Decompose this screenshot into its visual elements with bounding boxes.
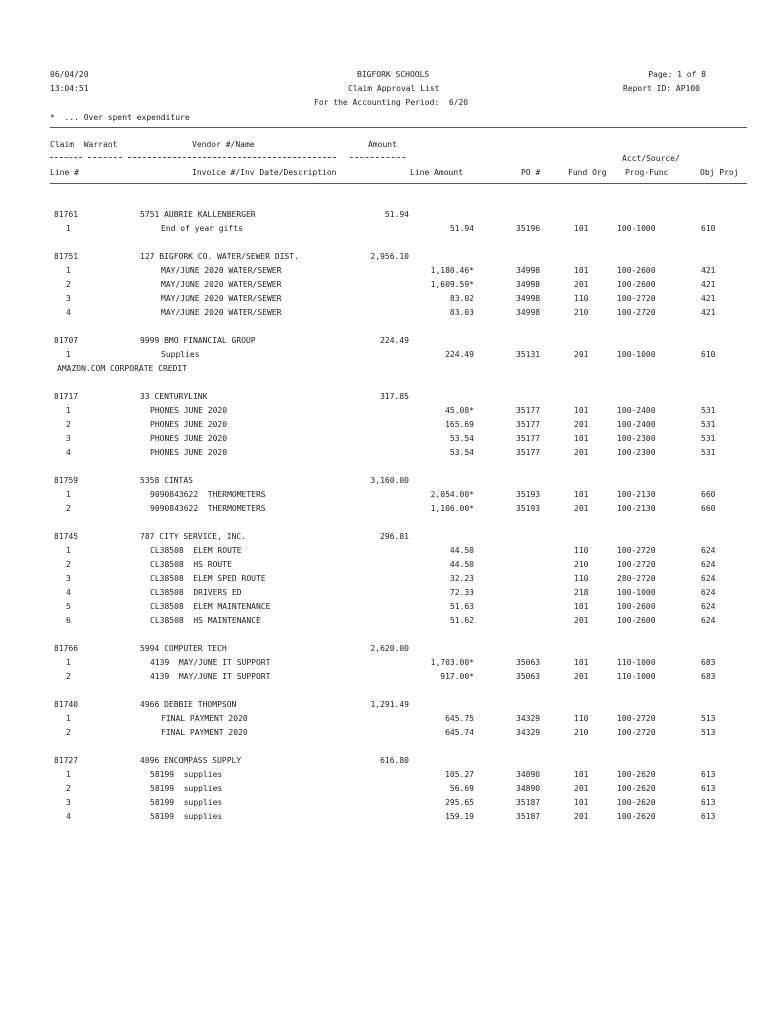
obj-proj: 624 [701, 574, 716, 583]
fund-org: 101 [574, 770, 589, 779]
claim-amount: 3,160.00 [370, 476, 409, 485]
obj-proj: 610 [701, 224, 716, 233]
acct-prog-func: 100-2720 [617, 728, 656, 737]
obj-proj: 613 [701, 770, 716, 779]
fund-org: 101 [574, 434, 589, 443]
header-top-rule [50, 127, 747, 128]
claim-number: 81766 [54, 644, 79, 653]
line-description: CL38508 ELEM MAINTENANCE [150, 602, 271, 611]
obj-proj: 660 [701, 504, 716, 513]
line-number: 1 [66, 350, 71, 359]
fund-org: 210 [574, 728, 589, 737]
line-amount: 1,106.00* [430, 504, 474, 513]
organization-name: BIGFORK SCHOOLS [357, 70, 430, 79]
line-amount: 72.33 [449, 588, 474, 597]
obj-proj: 610 [701, 350, 716, 359]
col-acct-source: Acct/Source/ [622, 154, 680, 163]
claim-number: 81717 [54, 392, 79, 401]
fund-org: 201 [574, 280, 589, 289]
po-number: 35193 [516, 504, 541, 513]
line-description: MAY/JUNE 2020 WATER/SEWER [161, 308, 282, 317]
line-number: 2 [66, 672, 71, 681]
po-number: 34890 [516, 784, 541, 793]
po-number: 35177 [516, 434, 541, 443]
fund-org: 218 [574, 588, 589, 597]
accounting-period: For the Accounting Period: 6/20 [314, 98, 469, 107]
obj-proj: 421 [701, 308, 716, 317]
vendor-name: 5751 AUBRIE KALLENBERGER [140, 210, 256, 219]
col-fund-org: Fund Org [568, 168, 607, 177]
obj-proj: 624 [701, 602, 716, 611]
fund-org: 101 [574, 266, 589, 275]
fund-org: 101 [574, 798, 589, 807]
line-number: 4 [66, 588, 71, 597]
fund-org: 101 [574, 658, 589, 667]
acct-prog-func: 110-1000 [617, 672, 656, 681]
line-description: MAY/JUNE 2020 WATER/SEWER [161, 294, 282, 303]
line-description: PHONES JUNE 2020 [150, 406, 228, 415]
fund-org: 201 [574, 448, 589, 457]
po-number: 35187 [516, 798, 541, 807]
line-description: FINAL PAYMENT 2020 [161, 714, 248, 723]
fund-org: 110 [574, 714, 589, 723]
fund-org: 101 [574, 602, 589, 611]
line-number: 3 [66, 434, 71, 443]
col-prog-func: Prog-Func [625, 168, 669, 177]
claim-amount: 1,291.49 [370, 700, 409, 709]
line-number: 2 [66, 784, 71, 793]
line-number: 2 [66, 504, 71, 513]
line-number: 3 [66, 574, 71, 583]
line-number: 4 [66, 308, 71, 317]
obj-proj: 531 [701, 434, 716, 443]
line-amount: 44.50 [449, 560, 474, 569]
line-amount: 295.65 [445, 798, 474, 807]
col-po-number: PO # [521, 168, 541, 177]
line-description: 58199 supplies [150, 812, 223, 821]
line-amount: 2,054.00* [430, 490, 474, 499]
obj-proj: 683 [701, 658, 716, 667]
acct-prog-func: 100-2600 [617, 280, 656, 289]
line-number: 1 [66, 266, 71, 275]
claim-number: 81759 [54, 476, 79, 485]
fund-org: 110 [574, 294, 589, 303]
line-description: CL38508 DRIVERS ED [150, 588, 242, 597]
po-number: 35177 [516, 420, 541, 429]
po-number: 34329 [516, 728, 541, 737]
po-number: 35063 [516, 672, 541, 681]
po-number: 35187 [516, 812, 541, 821]
obj-proj: 613 [701, 812, 716, 821]
obj-proj: 421 [701, 280, 716, 289]
line-description: CL38508 ELEM ROUTE [150, 546, 242, 555]
line-number: 1 [66, 224, 71, 233]
obj-proj: 660 [701, 490, 716, 499]
line-number: 1 [66, 714, 71, 723]
line-amount: 1,703.00* [430, 658, 474, 667]
acct-prog-func: 100-2130 [617, 490, 656, 499]
col-vendor-name: Vendor #/Name [192, 140, 255, 149]
obj-proj: 421 [701, 266, 716, 275]
obj-proj: 683 [701, 672, 716, 681]
line-number: 4 [66, 448, 71, 457]
line-number: 3 [66, 798, 71, 807]
line-number: 1 [66, 406, 71, 415]
line-number: 4 [66, 812, 71, 821]
line-description: End of year gifts [161, 224, 243, 233]
fund-org: 201 [574, 504, 589, 513]
line-amount: 105.27 [445, 770, 474, 779]
po-number: 34998 [516, 280, 541, 289]
line-description: 58199 supplies [150, 770, 223, 779]
line-amount: 165.69 [445, 420, 474, 429]
line-amount: 645.75 [445, 714, 474, 723]
line-amount: 51.63 [449, 602, 474, 611]
claim-amount: 616.80 [380, 756, 409, 765]
line-description: CL38508 HS ROUTE [150, 560, 232, 569]
vendor-name: 4966 DEBBIE THOMPSON [140, 700, 237, 709]
fund-org: 110 [574, 574, 589, 583]
vendor-name: 5994 COMPUTER TECH [140, 644, 227, 653]
acct-prog-func: 100-2720 [617, 308, 656, 317]
acct-prog-func: 110-1000 [617, 658, 656, 667]
acct-prog-func: 100-1000 [617, 588, 656, 597]
line-description: FINAL PAYMENT 2020 [161, 728, 248, 737]
fund-org: 201 [574, 420, 589, 429]
fund-org: 201 [574, 350, 589, 359]
col-divider [50, 157, 82, 158]
claim-number: 81745 [54, 532, 79, 541]
col-divider [88, 157, 122, 158]
obj-proj: 613 [701, 798, 716, 807]
po-number: 34890 [516, 770, 541, 779]
fund-org: 101 [574, 490, 589, 499]
obj-proj: 624 [701, 588, 716, 597]
claim-amount: 224.49 [380, 336, 409, 345]
po-number: 35177 [516, 448, 541, 457]
line-description: 9090843622 THERMOMETERS [150, 490, 266, 499]
header-bottom-rule [50, 183, 747, 184]
line-number: 2 [66, 728, 71, 737]
line-amount: 56.69 [449, 784, 474, 793]
line-amount: 224.49 [445, 350, 474, 359]
line-amount: 44.50 [449, 546, 474, 555]
acct-prog-func: 100-2720 [617, 294, 656, 303]
line-number: 6 [66, 616, 71, 625]
line-amount: 645.74 [445, 728, 474, 737]
line-number: 1 [66, 658, 71, 667]
vendor-name: 4096 ENCOMPASS SUPPLY [140, 756, 242, 765]
line-description: 4139 MAY/JUNE IT SUPPORT [150, 658, 271, 667]
claim-number: 81740 [54, 700, 79, 709]
acct-prog-func: 100-2600 [617, 266, 656, 275]
line-description: PHONES JUNE 2020 [150, 420, 228, 429]
po-number: 34998 [516, 294, 541, 303]
line-amount: 51.94 [449, 224, 474, 233]
acct-prog-func: 100-2620 [617, 784, 656, 793]
fund-org: 101 [574, 406, 589, 415]
acct-prog-func: 100-1000 [617, 350, 656, 359]
line-amount: 917.00* [440, 672, 474, 681]
obj-proj: 531 [701, 448, 716, 457]
acct-prog-func: 100-2720 [617, 714, 656, 723]
fund-org: 201 [574, 812, 589, 821]
legend-note: * ... Over spent expenditure [50, 113, 190, 122]
acct-prog-func: 100-2400 [617, 406, 656, 415]
vendor-name: 5358 CINTAS [140, 476, 193, 485]
acct-prog-func: 100-2720 [617, 546, 656, 555]
fund-org: 210 [574, 308, 589, 317]
fund-org: 201 [574, 672, 589, 681]
line-amount: 53.54 [449, 434, 474, 443]
fund-org: 110 [574, 546, 589, 555]
line-number: 5 [66, 602, 71, 611]
acct-prog-func: 100-2620 [617, 770, 656, 779]
po-number: 35196 [516, 224, 541, 233]
line-description: PHONES JUNE 2020 [150, 448, 228, 457]
line-description: PHONES JUNE 2020 [150, 434, 228, 443]
line-number: 2 [66, 560, 71, 569]
line-amount: 159.19 [445, 812, 474, 821]
acct-prog-func: 100-2720 [617, 560, 656, 569]
po-number: 34998 [516, 266, 541, 275]
acct-prog-func: 100-2600 [617, 616, 656, 625]
report-id: Report ID: AP100 [622, 84, 700, 93]
line-description: 58199 supplies [150, 798, 223, 807]
line-amount: 1,180.46* [430, 266, 474, 275]
fund-org: 210 [574, 560, 589, 569]
col-divider [128, 157, 336, 158]
obj-proj: 624 [701, 616, 716, 625]
obj-proj: 624 [701, 560, 716, 569]
vendor-name: 787 CITY SERVICE, INC. [140, 532, 246, 541]
claim-number: 81751 [54, 252, 79, 261]
report-time: 13:04:51 [50, 84, 89, 93]
line-amount: 45.08* [445, 406, 474, 415]
line-description: MAY/JUNE 2020 WATER/SEWER [161, 280, 282, 289]
acct-prog-func: 100-1000 [617, 224, 656, 233]
report-date: 06/04/20 [50, 70, 89, 79]
po-number: 35131 [516, 350, 541, 359]
col-claim-warrant: Claim Warrant [50, 140, 118, 149]
vendor-name: 127 BIGFORK CO. WATER/SEWER DIST. [140, 252, 299, 261]
vendor-name: 9999 BMO FINANCIAL GROUP [140, 336, 256, 345]
col-divider [350, 157, 405, 158]
acct-prog-func: 100-2130 [617, 504, 656, 513]
line-number: 1 [66, 546, 71, 555]
fund-org: 201 [574, 784, 589, 793]
acct-prog-func: 100-2620 [617, 798, 656, 807]
acct-prog-func: 100-2300 [617, 448, 656, 457]
acct-prog-func: 100-2600 [617, 602, 656, 611]
claim-amount: 2,956.10 [370, 252, 409, 261]
line-number: 3 [66, 294, 71, 303]
claim-number: 81727 [54, 756, 79, 765]
line-description: Supplies [161, 350, 200, 359]
line-number: 2 [66, 280, 71, 289]
claim-amount: 317.85 [380, 392, 409, 401]
claim-number: 81761 [54, 210, 79, 219]
line-description: CL38508 HS MAINTENANCE [150, 616, 261, 625]
obj-proj: 513 [701, 714, 716, 723]
line-number: 1 [66, 770, 71, 779]
line-description: 9090843622 THERMOMETERS [150, 504, 266, 513]
line-description: 4139 MAY/JUNE IT SUPPORT [150, 672, 271, 681]
line-amount: 83.02 [449, 294, 474, 303]
claim-amount: 51.94 [384, 210, 409, 219]
claim-note: AMAZON.COM CORPORATE CREDIT [57, 364, 188, 373]
line-amount: 1,609.59* [430, 280, 474, 289]
claim-number: 81707 [54, 336, 79, 345]
line-amount: 83.03 [449, 308, 474, 317]
obj-proj: 624 [701, 546, 716, 555]
acct-prog-func: 100-2300 [617, 434, 656, 443]
claim-amount: 2,620.00 [370, 644, 409, 653]
page-number: Page: 1 of 8 [648, 70, 706, 79]
col-line-number: Line # [50, 168, 79, 177]
po-number: 34998 [516, 308, 541, 317]
col-line-amount: Line Amount [410, 168, 463, 177]
col-invoice-description: Invoice #/Inv Date/Description [192, 168, 337, 177]
obj-proj: 531 [701, 420, 716, 429]
vendor-name: 33 CENTURYLINK [140, 392, 208, 401]
line-amount: 53.54 [449, 448, 474, 457]
acct-prog-func: 100-2400 [617, 420, 656, 429]
po-number: 35063 [516, 658, 541, 667]
acct-prog-func: 100-2620 [617, 812, 656, 821]
col-amount: Amount [368, 140, 397, 149]
line-number: 1 [66, 490, 71, 499]
fund-org: 101 [574, 224, 589, 233]
line-description: MAY/JUNE 2020 WATER/SEWER [161, 266, 282, 275]
obj-proj: 531 [701, 406, 716, 415]
po-number: 34329 [516, 714, 541, 723]
line-description: 58199 supplies [150, 784, 223, 793]
obj-proj: 613 [701, 784, 716, 793]
line-description: CL38508 ELEM SPED ROUTE [150, 574, 266, 583]
po-number: 35177 [516, 406, 541, 415]
col-obj-proj: Obj Proj [700, 168, 739, 177]
fund-org: 201 [574, 616, 589, 625]
line-amount: 32.23 [449, 574, 474, 583]
obj-proj: 421 [701, 294, 716, 303]
obj-proj: 513 [701, 728, 716, 737]
claim-amount: 296.81 [380, 532, 409, 541]
acct-prog-func: 280-2720 [617, 574, 656, 583]
po-number: 35193 [516, 490, 541, 499]
line-amount: 51.62 [449, 616, 474, 625]
line-number: 2 [66, 420, 71, 429]
report-title: Claim Approval List [348, 84, 440, 93]
